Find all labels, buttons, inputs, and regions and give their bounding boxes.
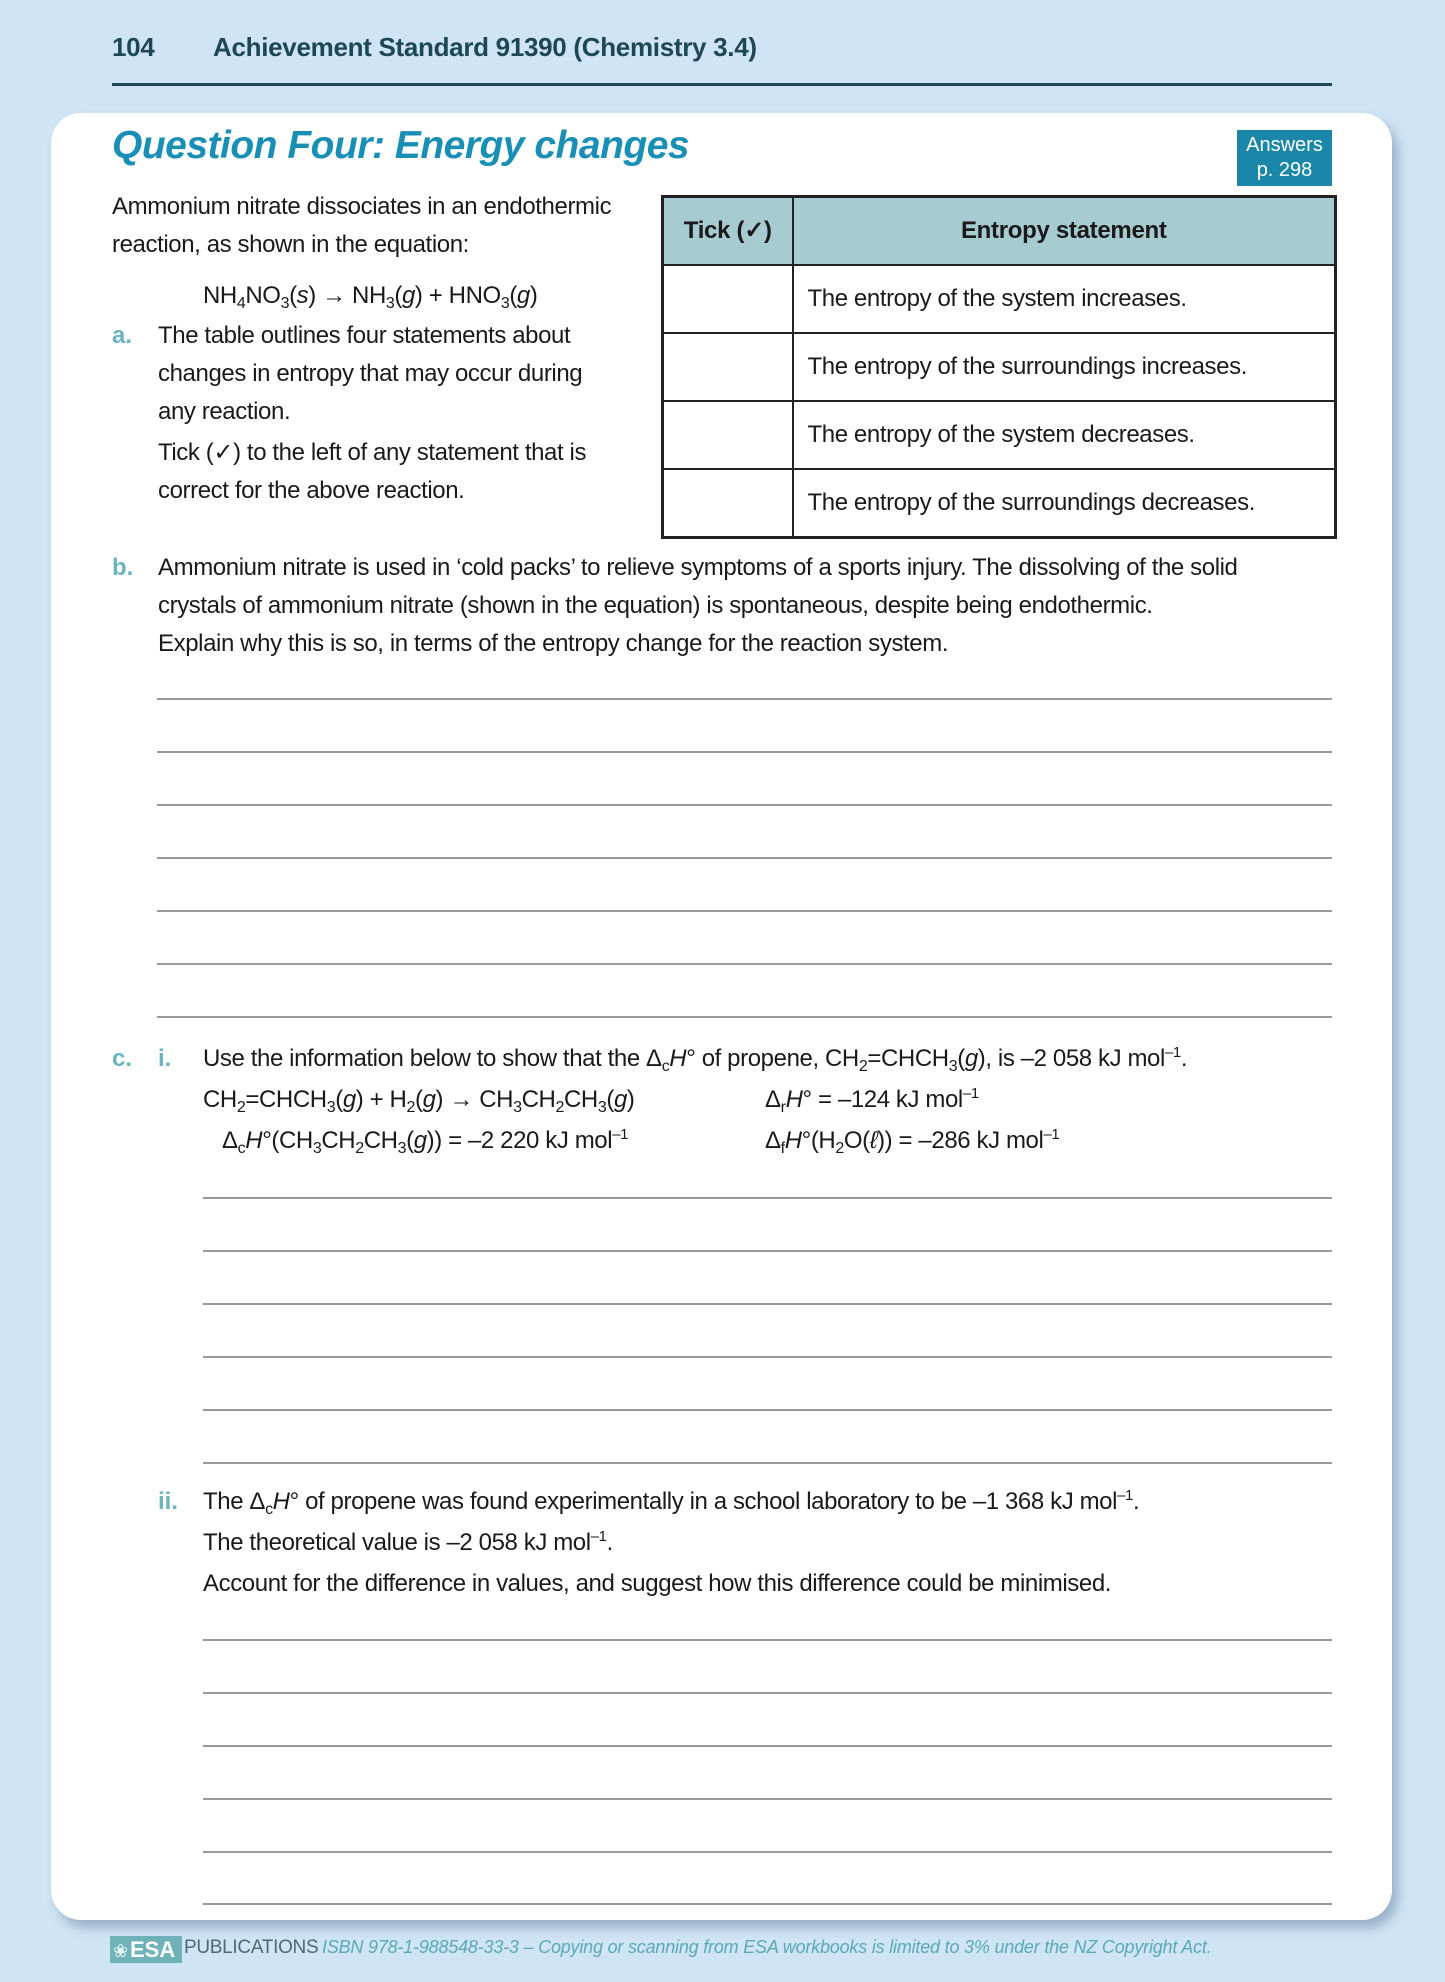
statement-cell: The entropy of the surroundings decreases.	[793, 469, 1336, 537]
answers-reference-badge[interactable]	[1237, 130, 1332, 186]
dissociation-equation: $NH_4NO_3(s) \to NH_3(g) + HNO_3(g)$	[203, 282, 538, 312]
question-title: Question Four: Energy changes	[112, 124, 690, 167]
hydrogenation-equation: $CH_2=CHCH_3(g) + H_2(g) \to CH_3CH_2CH_3(g)$	[203, 1086, 635, 1116]
table-row	[663, 265, 1336, 333]
leaf-icon: ❀	[113, 1941, 129, 1961]
part-b-line: crystals of ammonium nitrate (shown in the equation) is spontaneous, despite being endothermic.	[158, 592, 1153, 619]
part-c-i-label: i.	[158, 1045, 172, 1072]
tick-cell[interactable]	[663, 469, 793, 537]
page-number: 104	[112, 32, 155, 62]
answer-line-c-ii[interactable]	[203, 1639, 1332, 1641]
answer-line-b[interactable]	[157, 963, 1332, 965]
answer-line-c-ii[interactable]	[203, 1745, 1332, 1747]
answer-line-c-ii[interactable]	[203, 1903, 1332, 1905]
answer-line-b[interactable]	[157, 751, 1332, 753]
answer-line-c-ii[interactable]	[203, 1798, 1332, 1800]
part-c-label: c.	[112, 1045, 133, 1072]
answer-line-c-i[interactable]	[203, 1197, 1332, 1199]
column-header-tick: Tick (✓)	[663, 197, 793, 265]
answer-line-b[interactable]	[157, 857, 1332, 859]
answers-page: p. 298	[1256, 159, 1313, 181]
part-b-line: Ammonium nitrate is used in ‘cold packs’ to relieve symptoms of a sports injury. The dissolving of the solid	[158, 554, 1238, 581]
part-c-i-prompt: Use the information below to show that the $\Delta_cH^\circ$ of propene, $CH_2=CHCH_3(g)$, is –2 058 kJ mol$^{-1}$.	[203, 1044, 1188, 1075]
part-a-line: The table outlines four statements about	[158, 322, 571, 349]
table-row	[663, 401, 1336, 469]
part-c-ii-line-3: Account for the difference in values, and suggest how this difference could be minimised.	[203, 1570, 1112, 1597]
statement-cell: The entropy of the system decreases.	[793, 401, 1336, 469]
table-row	[663, 469, 1336, 537]
answer-line-b[interactable]	[157, 1016, 1332, 1018]
copyright-notice: ISBN 978-1-988548-33-3 – Copying or scanning from ESA workbooks is limited to 3% under the NZ Copyright Act.	[322, 1937, 1212, 1957]
answer-line-c-i[interactable]	[203, 1462, 1332, 1464]
page-header-title: Achievement Standard 91390 (Chemistry 3.4)	[213, 32, 757, 62]
tick-cell[interactable]	[663, 401, 793, 469]
answer-line-b[interactable]	[157, 804, 1332, 806]
part-c-ii-line-2: The theoretical value is –2 058 kJ mol$^{-1}$.	[203, 1528, 613, 1556]
esa-logo	[110, 1936, 182, 1963]
part-a-line: correct for the above reaction.	[158, 477, 465, 504]
part-a-label: a.	[112, 322, 133, 349]
table-row	[663, 333, 1336, 401]
tick-cell[interactable]	[663, 333, 793, 401]
part-b-label: b.	[112, 554, 134, 581]
part-c-ii-label: ii.	[158, 1488, 179, 1515]
answer-line-c-i[interactable]	[203, 1356, 1332, 1358]
intro-line-2: reaction, as shown in the equation:	[112, 231, 469, 258]
part-a-line: Tick (✓) to the left of any statement that is	[158, 439, 587, 466]
header-divider	[112, 83, 1332, 86]
delta-f-h-water-value: $\Delta_fH^\circ(H_2O(\ell)) = -286$ kJ mol$^{-1}$	[765, 1126, 1060, 1157]
statement-cell: The entropy of the system increases.	[793, 265, 1336, 333]
answer-line-c-ii[interactable]	[203, 1851, 1332, 1853]
publisher-name: PUBLICATIONS	[184, 1937, 319, 1958]
part-a-line: changes in entropy that may occur during	[158, 360, 583, 387]
delta-r-h-value: $\Delta_rH^\circ = -124$ kJ mol$^{-1}$	[765, 1085, 979, 1116]
answer-line-b[interactable]	[157, 910, 1332, 912]
intro-line-1: Ammonium nitrate dissociates in an endothermic	[112, 193, 612, 220]
esa-logo-text: ESA	[130, 1937, 176, 1962]
answer-line-b[interactable]	[157, 698, 1332, 700]
answer-line-c-i[interactable]	[203, 1303, 1332, 1305]
tick-cell[interactable]	[663, 265, 793, 333]
answer-line-c-i[interactable]	[203, 1250, 1332, 1252]
entropy-statement-table	[661, 195, 1337, 539]
answers-label: Answers	[1246, 134, 1323, 156]
answer-line-c-i[interactable]	[203, 1409, 1332, 1411]
answer-line-c-ii[interactable]	[203, 1692, 1332, 1694]
part-c-ii-line-1: The $\Delta_cH^\circ$ of propene was found experimentally in a school laboratory to be –1 368 kJ mol$^{-1}$.	[203, 1487, 1140, 1518]
part-b-line: Explain why this is so, in terms of the entropy change for the reaction system.	[158, 630, 949, 657]
delta-c-h-propane-value: $\Delta_cH^\circ(CH_3CH_2CH_3(g)) = -2$ 220 kJ mol$^{-1}$	[222, 1126, 629, 1157]
statement-cell: The entropy of the surroundings increases.	[793, 333, 1336, 401]
column-header-statement: Entropy statement	[793, 197, 1336, 265]
part-a-line: any reaction.	[158, 398, 291, 425]
